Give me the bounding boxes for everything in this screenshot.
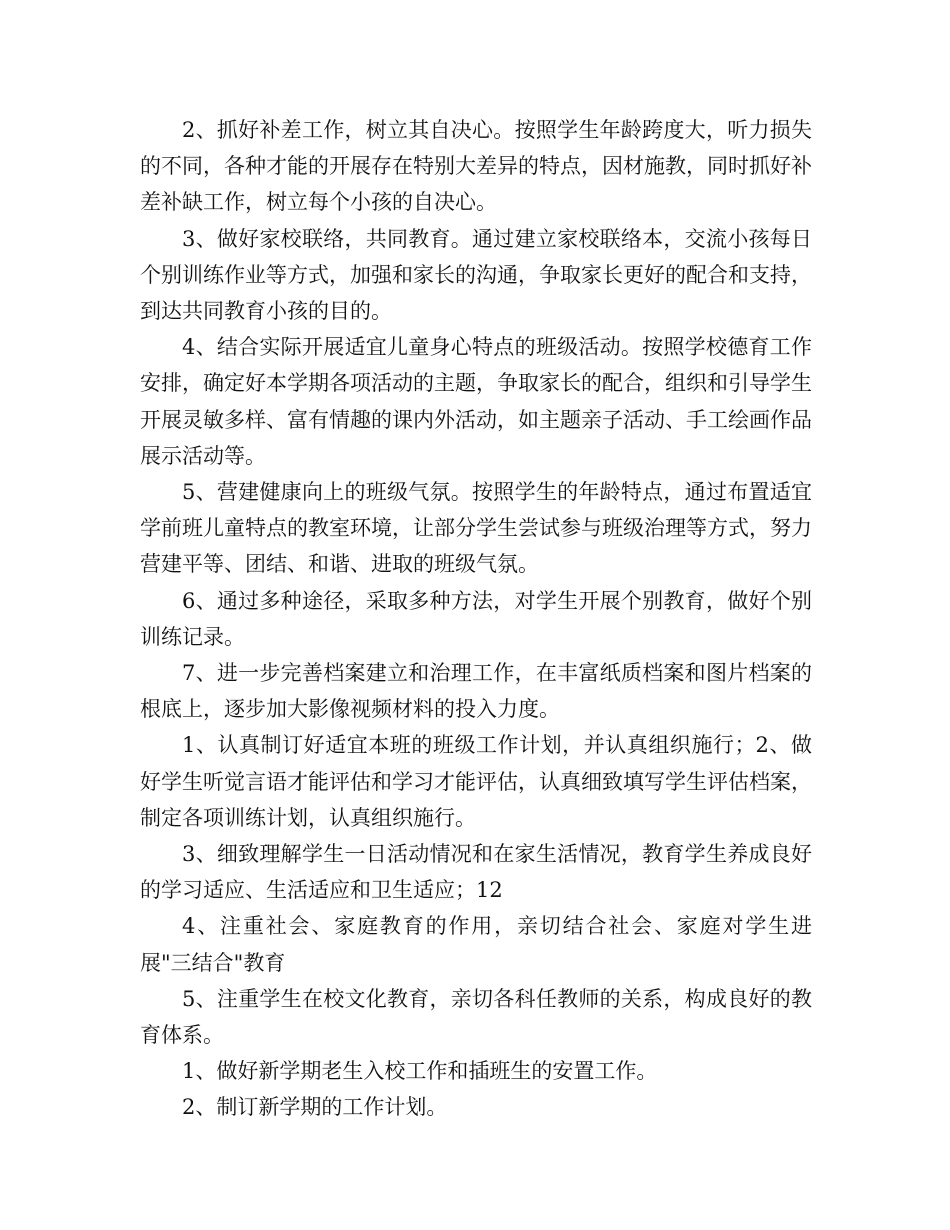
paragraph-class-atmosphere: 5、营建健康向上的班级气氛。按照学生的年龄特点，通过布置适宜学前班儿童特点的教室环境，让部分学生尝试参与班级治理等方式，努力营建平等、团结、和谐、进取的班级气氛。 [140,480,812,577]
paragraph-individual-education: 6、通过多种途径，采取多种方法，对学生开展个别教育，做好个别训练记录。 [140,588,812,649]
document-page [140,112,812,1126]
paragraph-three-combination: 4、注重社会、家庭教育的作用，亲切结合社会、家庭对学生进展"三结合"教育 [140,914,812,975]
paragraph-new-term-plan: 2、制订新学期的工作计划。 [182,1095,448,1120]
paragraph-daily-activities: 3、细致理解学生一日活动情况和在家生活情况，教育学生养成良好的学习适应、生活适应和卫生适应；12 [140,842,812,903]
paragraph-cultural-education: 5、注重学生在校文化教育，亲切各科任教师的关系，构成良好的教育体系。 [140,986,812,1048]
paragraph-remedial-work: 2、抓好补差工作，树立其自决心。按照学生年龄跨度大，听力损失的不同，各种才能的开展存在特别大差异的特点，因材施教，同时抓好补差补缺工作，树立每个小孩的自决心。 [140,118,812,215]
paragraph-new-term-enrollment: 1、做好新学期老生入校工作和插班生的安置工作。 [182,1059,658,1084]
paragraph-work-plan: 1、认真制订好适宜本班的班级工作计划，并认真组织施行；2、做好学生听觉言语才能评估和学习才能评估，认真细致填写学生评估档案，制定各项训练计划，认真组织施行。 [140,733,812,830]
paragraph-class-activities: 4、结合实际开展适宜儿童身心特点的班级活动。按照学校德育工作安排，确定好本学期各项活动的主题，争取家长的配合，组织和引导学生开展灵敏多样、富有情趣的课内外活动，如主题亲子活动、手工绘画作品展示活动等。 [140,335,812,468]
paragraph-home-school-contact: 3、做好家校联络，共同教育。通过建立家校联络本，交流小孩每日个别训练作业等方式，加强和家长的沟通，争取家长更好的配合和支持，到达共同教育小孩的目的。 [140,226,812,324]
paragraph-archive-management: 7、进一步完善档案建立和治理工作，在丰富纸质档案和图片档案的根底上，逐步加大影像视频材料的投入力度。 [140,661,812,722]
